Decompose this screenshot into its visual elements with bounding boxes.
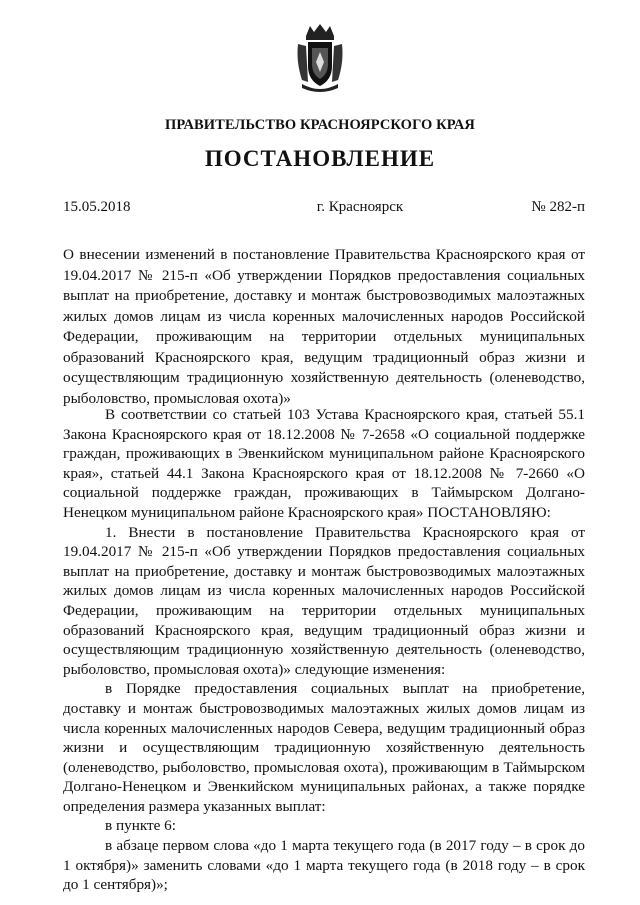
document-title xyxy=(63,245,585,409)
document-number: № 282-п xyxy=(531,199,585,215)
point-6-paragraph: в пункте 6: xyxy=(105,817,176,835)
document-body xyxy=(63,405,585,895)
document-type: ПОСТАНОВЛЕНИЕ xyxy=(204,146,436,171)
organization-name: ПРАВИТЕЛЬСТВО КРАСНОЯРСКОГО КРАЯ xyxy=(164,117,475,133)
document-title-text: О внесении изменений в постановление Правительства Красноярского края от 19.04.2017 № 215-п «Об утверждении Порядков предоставления социальных выплат на приобретение, доставку и монтаж быстровозводимых малоэтажных жилых домов лицам из числа коренных малочисленных народов Российской Федерации, проживающим на территории отдельных муниципальных образований Красноярского края, ведущим традиционный образ жизни и осуществляющим традиционную хозяйственную деятельность (оленеводство, рыболовство, промысловая охота)» xyxy=(63,246,585,407)
preamble-paragraph: В соответствии со статьей 103 Устава Красноярского края, статьей 55.1 Закона Красноярского края от 18.12.2008 № 7-2658 «О социальной поддержке граждан, проживающих в Эвенкийском муниципальном районе Красноярского края», статьей 44.1 Закона Красноярского края от 18.12.2008 № 7-2660 «О социальной поддержке граждан, проживающих в Таймырском Долгано-Ненецком муниципальном районе Красноярского края» ПОСТАНОВЛЯЮ: xyxy=(63,406,585,521)
paragraph-1-change: в абзаце первом слова «до 1 марта текущего года (в 2017 году – в срок до 1 октября)» заменить словами «до 1 марта текущего года (в 2018 году – в срок до 1 сентября)»; xyxy=(63,837,585,894)
item-1-paragraph: 1. Внести в постановление Правительства Красноярского края от 19.04.2017 № 215-п «Об утверждении Порядков предоставления социальных выплат на приобретение, доставку и монтаж быстровозводимых малоэтажных жилых домов лицам из числа коренных малочисленных народов Российской Федерации, проживающим на территории отдельных муниципальных образований Красноярского края, ведущим традиционный образ жизни и осуществляющим традиционную хозяйственную деятельность (оленеводство, рыболовство, промысловая охота)» следующие изменения: xyxy=(63,523,585,678)
document-date: 15.05.2018 xyxy=(63,199,131,215)
order-intro-paragraph: в Порядке предоставления социальных выплат на приобретение, доставку и монтаж быстровозводимых малоэтажных жилых домов лицам из числа коренных малочисленных народов Севера, ведущим традиционный образ жизни и осуществляющим традиционную хозяйственную деятельность (оленеводство, рыболовство, промысловая охота), проживающим в Таймырском Долгано-Ненецком и Эвенкийском муниципальных районах, а также порядке определения размера указанных выплат: xyxy=(63,680,585,815)
coat-of-arms-icon xyxy=(294,22,346,94)
document-meta-row xyxy=(63,199,585,216)
document-city: г. Красноярск xyxy=(316,199,404,215)
